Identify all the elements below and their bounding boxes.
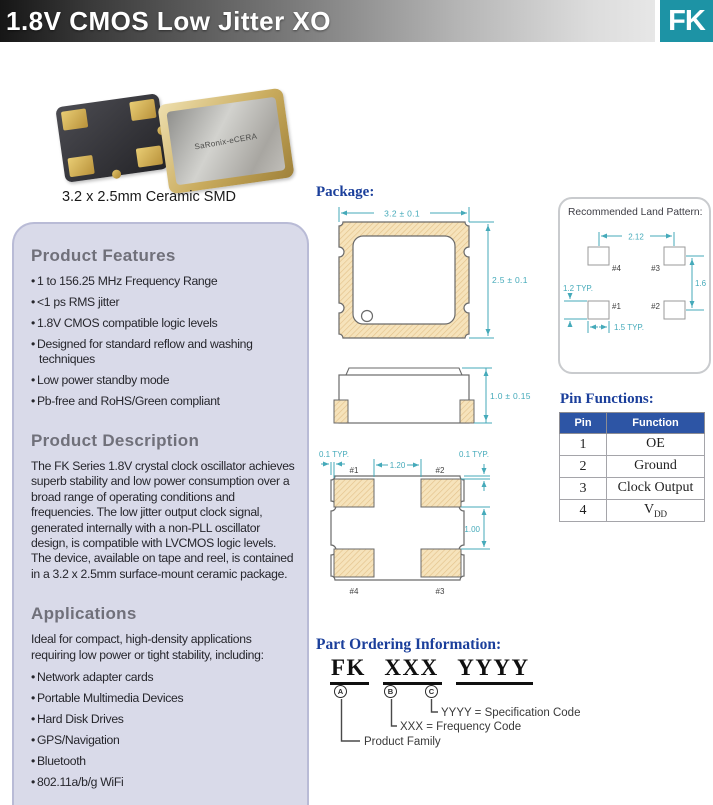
land-label-4: #4 bbox=[612, 264, 621, 273]
pad-label-1: #1 bbox=[349, 466, 359, 475]
land-label-2: #2 bbox=[651, 302, 660, 311]
table-row bbox=[560, 434, 705, 456]
table-row bbox=[560, 456, 705, 478]
list-item: • Designed for standard reflow and washing techniques bbox=[31, 337, 253, 366]
land-hpitch-dim: 2.12 bbox=[628, 232, 644, 242]
list-item: • Network adapter cards bbox=[31, 670, 154, 685]
description-text: The FK Series 1.8V crystal clock oscillator achieves superb stability and low power consumption over a broad range of operating conditions and frequencies. The low jitter output clock signal, generated internally with a non-PLL oscillator design, is compatible with LVCMOS logic levels. The device, available on tape and reel, is contained in a 3.2 x 2.5mm surface-mount ceramic package. bbox=[31, 459, 295, 581]
bottom-left-gap-dim: 0.1 TYP. bbox=[319, 450, 349, 459]
solder-pad bbox=[334, 400, 348, 423]
pin-function: $V_{DD}$ bbox=[607, 500, 705, 522]
row-gap-dim: 1.00 bbox=[464, 525, 480, 534]
marker-a: A bbox=[334, 685, 347, 698]
pad-gap-dim: 1.20 bbox=[389, 461, 406, 470]
function-column-header: Function bbox=[607, 413, 705, 434]
pin-number: 1 bbox=[560, 434, 607, 456]
package-bottom-view-drawing bbox=[318, 444, 533, 610]
top-width-dim: 3.2 ± 0.1 bbox=[384, 208, 420, 219]
applications-section bbox=[31, 604, 299, 790]
table-row bbox=[560, 478, 705, 500]
pin-function: OE bbox=[607, 434, 705, 456]
chip-pad bbox=[61, 108, 88, 130]
ordering-code bbox=[330, 655, 543, 685]
header-bar bbox=[0, 0, 655, 42]
applications-intro: Ideal for compact, high-density applications requiring low power or tight stability, including: bbox=[31, 632, 264, 662]
pin-functions-heading: Pin Functions: bbox=[560, 391, 654, 407]
chip-lid bbox=[166, 97, 285, 186]
package-lid bbox=[346, 368, 462, 375]
list-item: • Portable Multimedia Devices bbox=[31, 691, 184, 706]
code-product-family: FK bbox=[330, 655, 369, 685]
land-pattern-drawing bbox=[562, 223, 710, 371]
chip-castellation bbox=[112, 169, 122, 179]
marker-b: B bbox=[384, 685, 397, 698]
chip-photo-bottom-view bbox=[55, 93, 169, 183]
top-height-dim: 2.5 ± 0.1 bbox=[492, 275, 528, 285]
legend-product-family: Product Family bbox=[364, 736, 441, 748]
pad-label-3: #3 bbox=[435, 587, 445, 596]
side-height-dim: 1.0 ± 0.15 bbox=[490, 391, 531, 401]
solder-pad bbox=[460, 400, 474, 423]
table-header-row bbox=[560, 413, 705, 434]
code-frequency: XXX bbox=[383, 655, 441, 685]
chip-pad bbox=[67, 155, 94, 177]
photo-caption: 3.2 x 2.5mm Ceramic SMD bbox=[61, 189, 237, 205]
ordering-heading: Part Ordering Information: bbox=[316, 636, 502, 653]
chip-pad bbox=[129, 99, 156, 121]
land-pattern-box bbox=[558, 197, 711, 374]
land-pads bbox=[588, 247, 685, 319]
package-heading: Package: bbox=[316, 184, 375, 200]
list-item: • Low power standby mode bbox=[31, 373, 170, 387]
chip-logo-text: SaRonix-eCERA bbox=[193, 131, 259, 151]
pin-number: 4 bbox=[560, 500, 607, 522]
land-vpitch-dim: 1.6 bbox=[695, 279, 707, 288]
land-pattern-title: Recommended Land Pattern: bbox=[568, 207, 703, 218]
list-item: • <1 ps RMS jitter bbox=[31, 295, 120, 309]
applications-list bbox=[31, 670, 299, 790]
list-item: • Hard Disk Drives bbox=[31, 712, 124, 727]
pin-function: Ground bbox=[607, 456, 705, 478]
info-panel bbox=[12, 222, 309, 805]
legend-frequency-code: XXX = Frequency Code bbox=[400, 721, 522, 733]
section-title: Applications bbox=[31, 604, 137, 624]
list-item: • 802.11a/b/g WiFi bbox=[31, 775, 124, 790]
land-label-3: #3 bbox=[651, 264, 660, 273]
features-list bbox=[31, 274, 299, 409]
pin-number: 2 bbox=[560, 456, 607, 478]
pad-label-4: #4 bbox=[349, 587, 359, 596]
pin-number: 3 bbox=[560, 478, 607, 500]
package-side-view-drawing bbox=[322, 356, 537, 436]
ordering-legend-diagram bbox=[330, 698, 620, 758]
pad-label-2: #2 bbox=[435, 466, 445, 475]
package-body bbox=[339, 375, 469, 423]
land-label-1: #1 bbox=[612, 302, 621, 311]
marker-c: C bbox=[425, 685, 438, 698]
pin1-marker bbox=[362, 311, 373, 322]
list-item: • 1.8V CMOS compatible logic levels bbox=[31, 316, 218, 330]
legend-specification-code: YYYY = Specification Code bbox=[441, 707, 581, 719]
list-item: • Bluetooth bbox=[31, 754, 86, 769]
land-padheight-dim: 1.2 TYP. bbox=[563, 284, 593, 293]
bottom-right-gap-dim: 0.1 TYP. bbox=[459, 450, 489, 459]
chip-pad bbox=[136, 145, 163, 167]
section-title: Product Description bbox=[31, 431, 200, 450]
list-item: • GPS/Navigation bbox=[31, 733, 120, 748]
product-features-section bbox=[31, 246, 299, 409]
pin-column-header: Pin bbox=[560, 413, 607, 434]
code-specification: YYYY bbox=[456, 655, 532, 685]
section-title: Product Features bbox=[31, 246, 176, 265]
pin-functions-table bbox=[559, 412, 705, 522]
product-description-section bbox=[31, 431, 299, 582]
fk-logo: FK bbox=[660, 0, 713, 42]
land-padwidth-dim: 1.5 TYP. bbox=[614, 323, 644, 332]
list-item: • 1 to 156.25 MHz Frequency Range bbox=[31, 274, 218, 288]
list-item: • Pb-free and RoHS/Green compliant bbox=[31, 394, 220, 408]
pin-function: Clock Output bbox=[607, 478, 705, 500]
chip-photo-top-view bbox=[157, 88, 294, 195]
table-row bbox=[560, 500, 705, 522]
page-title: 1.8V CMOS Low Jitter XO bbox=[6, 5, 332, 36]
package-top-view-drawing bbox=[322, 200, 537, 352]
